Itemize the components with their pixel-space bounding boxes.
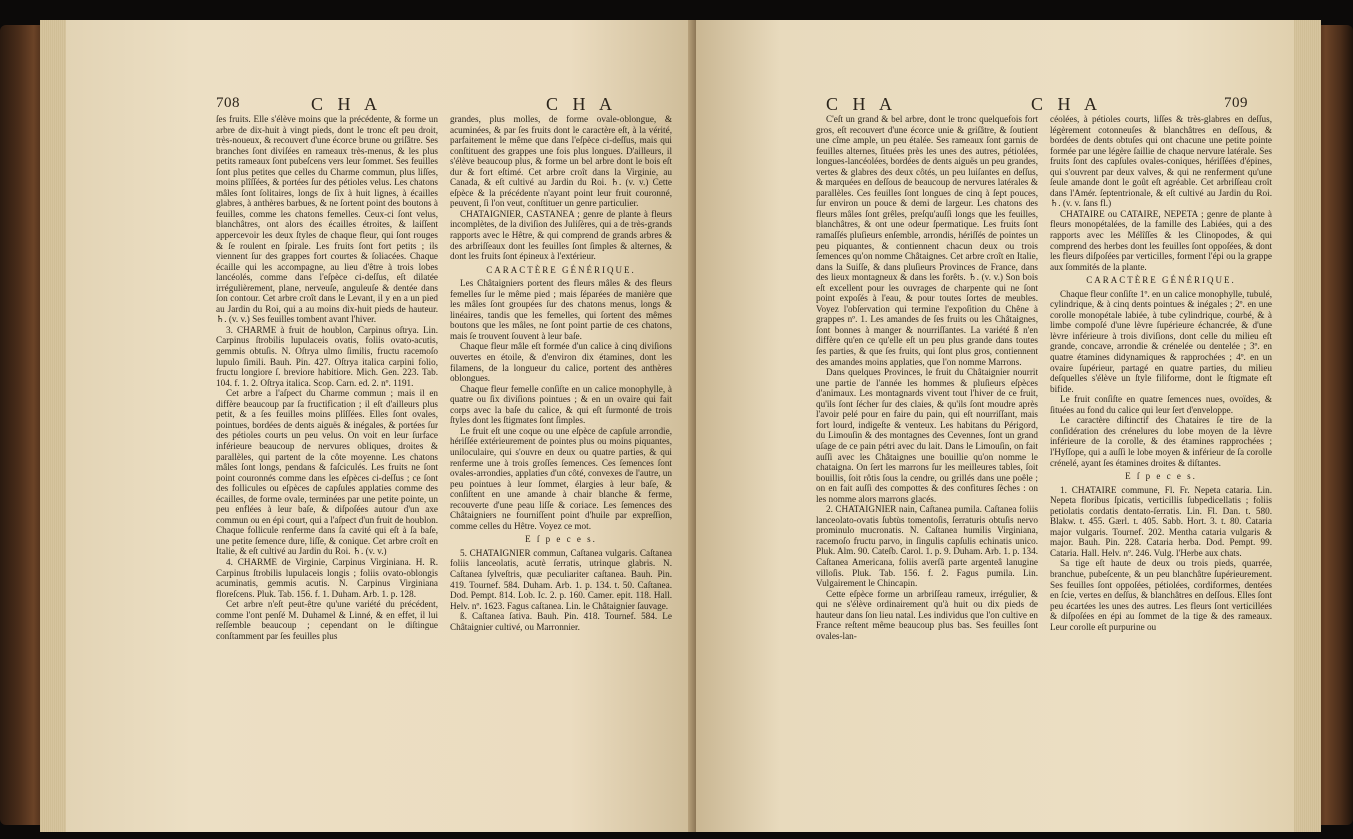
paragraph: Sa tige eſt haute de deux ou trois pieds, quarrée, branchue, pubeſcente, & un peu blanchâtre ſupérieurement. Ses feuilles ſont oppoſées, pétiolées, cordiformes, dentées en ſcie, vertes en deſſus, & blanchâtres en deſſous. Elles ſont peu écartées les unes des autres. Les fleurs ſont verticillées & diſpoſées en épi au ſommet de la tige & des rameaux. Leur corolle eſt purpurine ou xyxy=(1050,558,1272,632)
right-column-1 xyxy=(816,114,1038,641)
paragraph: Cet arbre n'eſt peut-être qu'une variété du précédent, comme l'ont penſé M. Duhamel & Linné, & en effet, il lui reſſemble beaucoup ; cependant on le diſtingue conſtamment par ſes feuilles plus xyxy=(216,599,438,641)
left-page xyxy=(66,20,696,832)
right-page-columns xyxy=(816,114,1272,641)
left-running-head-right: C H A xyxy=(546,94,618,114)
paragraph: CHATAIGNIER, CASTANEA ; genre de plante à fleurs incomplètes, de la diviſion des Juliſères, qui a de très-grands rapports avec le Hêtre, & qui comprend de grands arbres & des arbriſſeaux dont les feuilles ſont ſimples & alternes, & dont les fruits ſont épineux à l'extérieur. xyxy=(450,208,672,262)
paragraph: Dans quelques Provinces, le fruit du Châtaignier nourrit une partie de l'année les hommes & pluſieurs eſpèces d'animaux. Les montagnards vivent tout l'hiver de ce fruit, qu'ils ſont ſécher ſur des claies, & qu'ils ſont moudre après l'avoir pelé pour en faire du pain, qui eſt nourriſſant, mais fort lourd, indigeſte & venteux. Les habitans du Périgord, du Limouſin & des montagnes des Cevennes, ſont un grand uſage de ce pain pétri avec du lait. Dans le Limouſin, on fait auſſi avec les Châtaignes une bouillie qu'on nomme le chataigna. On ſert les marrons ſur les meilleures tables, ſoit bouillis, ſoit rôtis ſous la cendre, ou grillés dans une poêle ; on en fait auſſi des compottes & des confitures ſèches : on les nomme alors marrons glacés. xyxy=(816,367,1038,504)
right-running-head-right: C H A xyxy=(1031,94,1103,114)
section-heading: CARACTÈRE GÉNÉRIQUE. xyxy=(1086,275,1236,286)
paragraph: Le fruit conſiſte en quatre ſemences nues, ovoïdes, & ſituées au fond du calice qui leur ſert d'enveloppe. xyxy=(1050,394,1272,415)
page-stack-right xyxy=(1293,20,1321,832)
paragraph: céolées, à pétioles courts, liſſes & très-glabres en deſſus, légèrement cotonneuſes & blanchâtres en deſſous, & bordées de dents obtuſes qui ont chacune une petite pointe formée par une légère ſaillie de chaque nervure latérale. Ses fruits ſont des capſules ovales-coniques, hériſſées d'épines, qui s'ouvrent par deux valves, & qui ne renferment qu'une ſeule amande dont le goût eſt agréable. Cet arbriſſeau croît dans l'Amér. ſeptentrionale, & eſt cultivé au Jardin du Roi. ♄. (v. v. ſans fl.) xyxy=(1050,114,1272,209)
left-page-columns xyxy=(216,114,672,641)
right-page xyxy=(696,20,1294,832)
paragraph: CHATAIRE ou CATAIRE, NEPETA ; genre de plante à fleurs monopétalées, de la famille des Labiées, qui a des rapports avec les Mélîſſes & les Clinopodes, & qui comprend des herbes dont les feuilles ſont oppoſées, & dont les fleurs diſpoſées par verticilles, forment l'épi ou la grappe aux ſommités de la plante. xyxy=(1050,208,1272,272)
paragraph: 5. CHATAIGNIER commun, Caſtanea vulgaris. Caſtanea foliis lanceolatis, acutè ſerratis, utrinque glabris. N. Caſtanea ſylveſtris, quæ peculiariter caſtanea. Bauh. Pin. 419. Tournef. 584. Duham. Arb. 1. p. 134. t. 50. Caſtanea. Dod. Pempt. 814. Lob. Ic. 2. p. 160. Camer. epit. 118. Hall. Helv. nº. 1623. Fagus caſtanea. Lin. le Châtaignier ſauvage. xyxy=(450,547,672,611)
paragraph: 2. CHATAIGNIER nain, Caſtanea pumila. Caſtanea foliis lanceolato-ovatis ſubtùs tomentoſis, ſerraturis obtuſis nervo prominulo mucronatis. N. Caſtanea humilis Virginiana, racemoſo fructu parvo, in ſingulis capſulis echinatis unico. Pluk. Alm. 90. Cateſb. Carol. 1. p. 9. Duham. Arb. 1. p. 134. Caſtanea Americana, foliis averſâ parte argenteâ lanugine villoſis. Pluk. Tab. 156. f. 2. Fagus pumila. Lin. Vulgairement le Chincapin. xyxy=(816,504,1038,589)
paragraph: Les Châtaigniers portent des fleurs mâles & des fleurs femelles ſur le même pied ; mais ſéparées de manière que les mâles ſont groupées ſur des chatons menus, longs & linéaires, tandis que les femelles, qui ſortent des mêmes boutons que les mâles, ne ſont point partie de ces chatons, mais ſe trouvent ſouvent à leur baſe. xyxy=(450,278,672,341)
section-heading: CARACTÈRE GÉNÉRIQUE. xyxy=(486,264,636,275)
paragraph: ſes fruits. Elle s'élève moins que la précédente, & forme un arbre de dix-huit à vingt pieds, dont le tronc eſt peu droit, très-noueux, & recouvert d'une écorce brune ou griſâtre. Ses branches ſont diviſées en rameaux très-menus, & les plus petits rameaux ſont pubeſcens vers leur ſommet. Ses feuilles ſont plus petites que celles du Charme commun, plus liſſes, moins plîſſées, & portées ſur des pétioles velus. Les chatons mâles ſont ſolitaires, longs de ſix à huit lignes, à écailles glabres, à anthères barbues, & ne ſortent point des boutons à feuilles, comme les chatons femelles. Ceux-ci ſont velus, blanchâtres, ont alors des écailles étroites, & laiſſent appercevoir les deux ſtyles de chaque fleur, qui ſont rouges & ſe roulent en ſpirale. Les fruits ſont fort petits ; ils viennent ſur des grappes fort courtes & ſoliacées. Chaque écaille qui les accompagne, au lieu d'être à trois lobes lancéolés, comme dans l'eſpèce ci-deſſus, eſt dilatée irrégulièrement, plane, nerveuſe, anguleuſe & dentée dans ſon contour. Cet arbre croît dans le Levant, il y en a un pied au Jardin du Roi, qui a au moins dix-huit pieds de hauteur. ♄. (v. v.) Ses feuilles tombent avant l'hiver. xyxy=(216,114,438,325)
paragraph: 4. CHARME de Virginie, Carpinus Virginiana. H. R. Carpinus ſtrobilis lupulaceis longis ; foliis ovato-oblongis acuminatis, gemmis acutis. N. Carpinus Virginiana floreſcens. Pluk. Tab. 156. f. 1. Duham. Arb. 1. p. 128. xyxy=(216,556,438,599)
paragraph: grandes, plus molles, de forme ovale-oblongue, & acuminées, & par ſes fruits dont le caractère eſt, à la vérité, parfaitement le même que dans l'eſpèce ci-deſſus, mais qui conſtituent des grappes une fois plus longues. D'ailleurs, il s'élève beaucoup plus, & forme un bel arbre dont le bois eſt dur & fort eſtimé. Cet arbre croît dans la Virginie, au Canada, & eſt cultivé au Jardin du Roi. ♄. (v. v.) Cette eſpèce & la précédente n'ayant point leur fruit couronné, peuvent, ſi l'on veut, conſtituer un genre particulier. xyxy=(450,114,672,209)
left-page-number: 708 xyxy=(216,95,240,111)
section-heading: E ſ p e c e s. xyxy=(1125,471,1197,482)
left-column-2 xyxy=(450,114,672,641)
right-running-head-left: C H A xyxy=(826,94,898,114)
section-heading: E ſ p e c e s. xyxy=(525,534,597,545)
right-page-number: 709 xyxy=(1224,95,1248,111)
left-running-head-left: C H A xyxy=(311,94,383,114)
paragraph: Cette eſpèce forme un arbriſſeau rameux, irrégulier, & qui ne s'élève ordinairement qu'à huit ou dix pieds de hauteur dans ſon lieu natal. Les individus que l'on cultive en France reſtent même beaucoup plus bas. Ses feuilles ſont ovales-lan- xyxy=(816,588,1038,641)
paragraph: 3. CHARME à fruit de houblon, Carpinus oſtrya. Lin. Carpinus ſtrobilis lupulaceis ovatis, foliis ovato-acutis, gemmis obtuſis. N. Oſtrya ulmo ſimilis, fructu racemoſo lupulo ſimili. Bauh. Pin. 427. Oſtrya italica carpini folio, fructu longiore ſ. breviore habitiore. Mich. Gen. 223. Tab. 104. f. 1. 2. Oſtrya italica. Scop. Carn. ed. 2. nº. 1191. xyxy=(216,324,438,388)
paragraph: ß. Caſtanea ſativa. Bauh. Pin. 418. Tournef. 584. Le Châtaignier cultivé, ou Marronnier. xyxy=(450,611,672,632)
paragraph: Le caractère diſtinctif des Chataires ſe tire de la conſidération des crénelures du lobe moyen de la lèvre inférieure de la corolle, & des étamines rapprochées ; l'Hyſſope, qui a auſſi le lobe moyen & inférieur de ſa corolle crénelé, ayant ſes étamines droites & diſtantes. xyxy=(1050,415,1272,468)
paragraph: Le fruit eſt une coque ou une eſpèce de capſule arrondie, hériſſée extérieurement de pointes plus ou moins piquantes, uniloculaire, qui s'ouvre en deux ou quatre parties, & qui renferme une à trois groſſes ſemences. Ces ſemences ſont ovales-arrondies, applaties d'un côté, convexes de l'autre, un peu pointues à leur ſommet, élargies à leur baſe, & conſiſtent en une amande à chair blanche & ferme, recouverte d'une peau liſſe & coriace. Les ſemences des Châtaigniers ne fourniſſent point d'huile par expreſſion, comme celles du Hêtre. Voyez ce mot. xyxy=(450,425,672,531)
paragraph: C'eſt un grand & bel arbre, dont le tronc quelquefois fort gros, eſt recouvert d'une écorce unie & griſâtre, & ſoutient une cîme ample, un peu étalée. Ses rameaux ſont garnis de feuilles alternes, ſituées près les unes des autres, pétiolées, longues-lancéolées, bordées de dents aiguës un peu grandes, vertes & glabres des deux côtés, un peu luiſantes en deſſus, & marquées en deſſous de beaucoup de nervures latérales & parallèles. Ces feuilles ſont longues de cinq à ſept pouces, ſur environ un pouce & demi de largeur. Les chatons des fleurs mâles ſont grêles, preſqu'auſſi longs que les feuilles, blanchâtres, & ont une odeur ſpermatique. Les fruits ſont ramaſſés pluſieurs enſemble, arrondis, hériſſés de pointes un peu piquantes, & contiennent chacun deux ou trois ſemences qu'on nomme Châtaignes. Cet arbre croît en Italie, dans la Suiſſe, & dans pluſieurs Provinces de France, dans des lieux montagneux & dans les forêts. ♄. (v. v.) Son bois eſt excellent pour les ouvrages de charpente qui ne ſont point expoſés à l'eau, & pour toutes ſortes de meubles. Voyez l'obſervation qui termine l'expoſition du Chêne à grappes nº. 1. Les amandes de ſes fruits ou les Châtaignes, ſont bonnes à manger & nourriſſantes. La variété ß n'en diffère qu'en ce qu'elle eſt un peu plus grande dans toutes ſes parties, & que ſes fruits, qui ſont plus gros, contiennent des amandes moins applaties, que l'on nomme Marrons. xyxy=(816,114,1038,367)
left-column-1 xyxy=(216,114,438,641)
paragraph: Chaque fleur mâle eſt formée d'un calice à cinq diviſions ouvertes en étoile, & d'environ dix étamines, dont les filamens, de la longueur du calice, portent des anthères oblongues. xyxy=(450,341,672,384)
paragraph: Chaque fleur femelle conſiſte en un calice monophylle, à quatre ou ſix diviſions pointues ; & en un ovaire qui fait corps avec la baſe du calice, & qui eſt ſurmonté de trois ſtyles dont les ſtigmates ſont ſimples. xyxy=(450,383,672,426)
paragraph: Chaque fleur conſiſte 1º. en un calice monophylle, tubulé, cylindrique, & à cinq dents pointues & inégales ; 2º. en une corolle monopétale labiée, à tube cylindrique, courbé, & à limbe compoſé d'une lèvre ſupérieure échancrée, & d'une lèvre inférieure à trois diviſions, dont celle du milieu eſt grande, concave, arrondie & crénelée ou dentelée ; 3º. en quatre étamines didynamiques & rapprochées ; 4º. en un ovaire ſupérieur, partagé en quatre parties, du milieu deſquelles s'élève un ſtyle filiforme, dont le ſtigmate eſt bifide. xyxy=(1050,288,1272,394)
paragraph: 1. CHATAIRE commune, Fl. Fr. Nepeta cataria. Lin. Nepeta floribus ſpicatis, verticillis ſubpedicellatis ; foliis petiolatis cordatis dentato-ſerratis. Lin. Fl. Dan. t. 580. Blakw. t. 455. Gærl. t. 405. Sabb. Hort. 3. t. 80. Cataria major vulgaris. Tournef. 202. Mentha cataria vulgaris & major. Bauh. Pin. 228. Cataria herba. Dod. Pempt. 99. Cataria. Hall. Helv. nº. 246. Vulg. l'Herbe aux chats. xyxy=(1050,484,1272,558)
right-column-2 xyxy=(1050,114,1272,641)
paragraph: Cet arbre a l'aſpect du Charme commun ; mais il en diffère beaucoup par ſa fructification ; il eſt d'ailleurs plus petit, & a ſes feuilles moins plîſſées. Elles ſont ovales, pointues, bordées de dents aiguës & inégales, & portées ſur des pétioles courts un peu velus. On voit en leur ſurface inférieure beaucoup de nervures obliques, droites & parallèles, qui partent de la côte moyenne. Les chatons mâles ſont longs, pendans & faſciculés. Les fruits ne ſont point couronnés comme dans les eſpèces ci-deſſus ; ce ſont des follicules ou eſpèces de capſules applaties comme des écailles, de forme ovale, terminées par une petite pointe, un peu enflées à leur baſe, & diſpoſées autour d'un axe commun ou en épi court, qui a l'aſpect d'un fruit de houblon. Chaque follicule renferme dans ſa cavité qui eſt à ſa baſe, une petite ſemence dure, liſſe, & conique. Cet arbre croît en Italie, & eſt cultivé au Jardin du Roi. ♄. (v. v.) xyxy=(216,388,438,557)
